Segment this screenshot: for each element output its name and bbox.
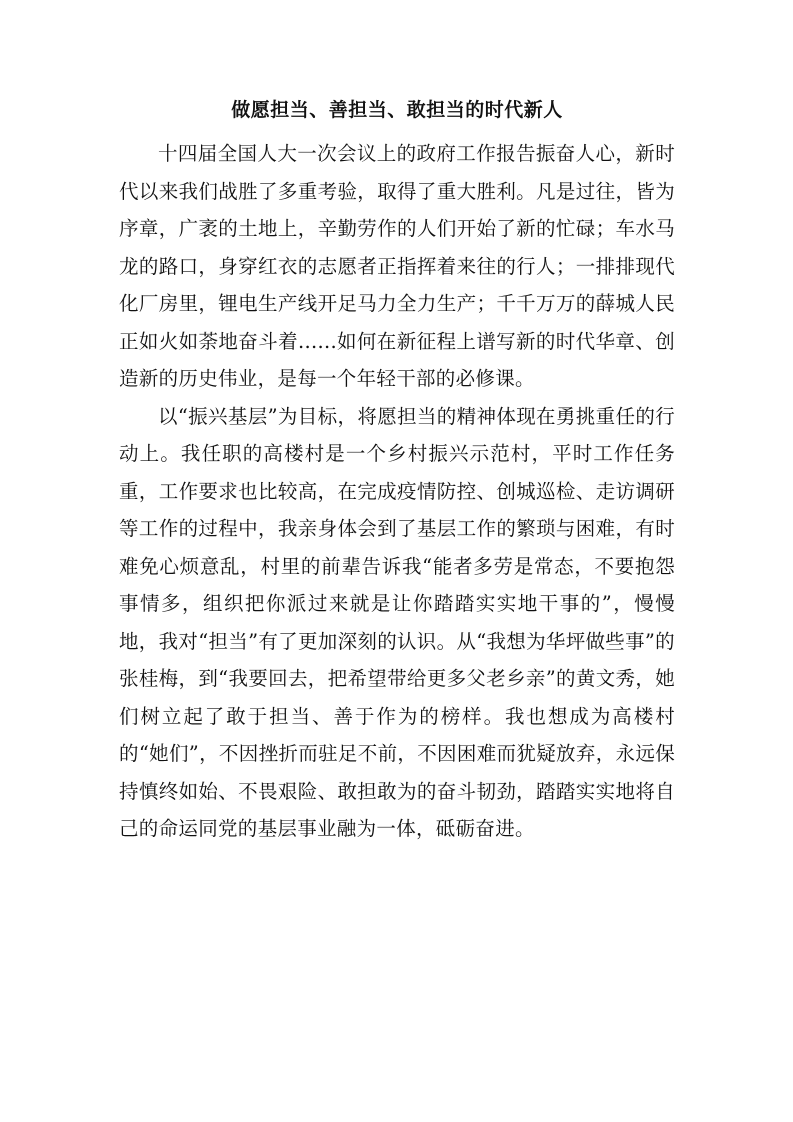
document-title: 做愿担当、善担当、敢担当的时代新人 xyxy=(231,99,563,121)
document-body xyxy=(119,95,675,848)
paragraph-2: 以“振兴基层”为目标，将愿担当的精神体现在勇挑重任的行动上。我任职的高楼村是一个乡村振兴示范村，平时工作任务重，工作要求也比较高，在完成疫情防控、创城巡检、走访调研等工作的过程中，我亲身体会到了基层工作的繁琐与困难，有时难免心烦意乱，村里的前辈告诉我“能者多劳是常态，不要抱怨事情多，组织把你派过来就是让你踏踏实实地干事的”，慢慢地，我对“担当”有了更加深刻的认识。从“我想为华坪做些事”的张桂梅，到“我要回去，把希望带给更多父老乡亲”的黄文秀，她们树立起了敢于担当、善于作为的榜样。我也想成为高楼村的“她们”，不因挫折而驻足不前，不因困难而犹疑放弃，永远保持慎终如始、不畏艰险、敢担敢为的奋斗韧劲，踏踏实实地将自己的命运同党的基层事业融为一体，砥砺奋进。 xyxy=(119,404,675,840)
paragraph-1: 十四届全国人大一次会议上的政府工作报告振奋人心，新时代以来我们战胜了多重考验，取得了重大胜利。凡是过往，皆为序章，广袤的土地上，辛勤劳作的人们开始了新的忙碌；车水马龙的路口，身穿红衣的志愿者正指挥着来往的行人；一排排现代化厂房里，锂电生产线开足马力全力生产；千千万万的薛城人民正如火如荼地奋斗着......如何在新征程上谱写新的时代华章、创造新的历史伟业，是每一个年轻干部的必修课。 xyxy=(119,142,675,390)
